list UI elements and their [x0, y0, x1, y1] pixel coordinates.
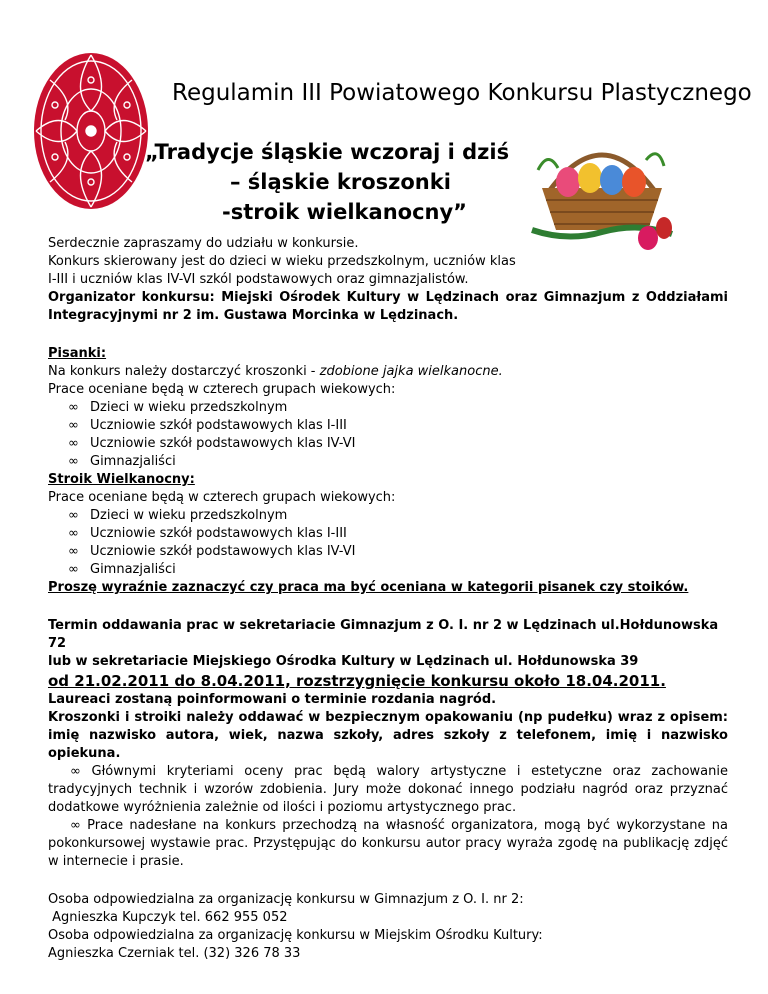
deadline-line1: Termin oddawania prac w sekretariacie Gimnazjum z O. I. nr 2 w Lędzinach ul.Hołdunowska 72	[48, 618, 719, 651]
intro-line2: Konkurs skierowany jest do dzieci w wieku przedszkolnym, uczniów klas	[48, 254, 516, 269]
infinity-bullet-icon: ∞	[68, 562, 79, 577]
contact-line3: Osoba odpowiedzialna za organizację konkursu w Miejskim Ośrodku Kultury:	[48, 928, 543, 943]
laureates-text: Laureaci zostaną poinformowani o terminie rozdania nagród.	[48, 692, 497, 707]
list-item: ∞ Uczniowie szkół podstawowych klas IV-VI	[68, 436, 356, 451]
infinity-bullet-icon: ∞	[70, 818, 81, 833]
list-item: ∞ Uczniowie szkół podstawowych klas IV-VI	[68, 544, 356, 559]
packaging-text: Kroszonki i stroiki należy oddawać w bezpiecznym opakowaniu (np pudełku) wraz z opisem: imię nazwisko autora, wiek, nazwa szkoły, adres szkoły z telefonem, imię i nazwisko opiekuna.	[48, 710, 728, 761]
deadline-line2: lub w sekretariacie Miejskiego Ośrodka Kultury w Lędzinach ul. Hołdunowska 39	[48, 654, 639, 669]
infinity-bullet-icon: ∞	[70, 764, 81, 779]
document-body	[48, 235, 728, 963]
contact-line2: Agnieszka Kupczyk tel. 662 955 052	[48, 910, 288, 925]
pisanki-groups-intro: Prace oceniane będą w czterech grupach wiekowych:	[48, 382, 396, 397]
subtitle-line2: – śląskie kroszonki	[230, 170, 451, 194]
kroszonka-egg-image	[30, 50, 152, 212]
infinity-bullet-icon: ∞	[68, 508, 79, 523]
infinity-bullet-icon: ∞	[68, 436, 79, 451]
infinity-bullet-icon: ∞	[68, 454, 79, 469]
pisanki-groups-list	[48, 399, 728, 471]
ownership-paragraph	[48, 817, 728, 871]
list-item: ∞ Dzieci w wieku przedszkolnym	[68, 508, 288, 523]
contact-line4: Agnieszka Czerniak tel. (32) 326 78 33	[48, 946, 301, 961]
intro-line3: I-III i uczniów klas IV-VI szkól podstawowych oraz gimnazjalistów.	[48, 272, 469, 287]
organizer-text: Organizator konkursu: Miejski Ośrodek Kultury w Lędzinach oraz Gimnazjum z Oddziałami Integracyjnymi nr 2 im. Gustawa Morcinka w Lędzinach.	[48, 290, 728, 323]
criteria-text: Głównymi kryteriami oceny prac będą walory artystyczne i estetyczne oraz zachowanie tradycyjnych technik i wzorów zdobienia. Jury może dokonać innego podziału nagród oraz przyznać dodatkowe wyróżnienia zależnie od ilości i poziomu artystycznego prac.	[48, 764, 728, 815]
deadline-dates: od 21.02.2011 do 8.04.2011, rozstrzygnięcie konkursu około 18.04.2011.	[48, 672, 666, 690]
list-item: ∞ Dzieci w wieku przedszkolnym	[68, 400, 288, 415]
stroik-heading: Stroik Wielkanocny:	[48, 472, 195, 487]
list-item: ∞ Gimnazjaliści	[68, 454, 176, 469]
ownership-text: Prace nadesłane na konkurs przechodzą na własność organizatora, mogą być wykorzystane na pokonkursowej wystawie prac. Przystępując do konkursu autor pracy wyraża zgodę na publikację zdjęć w internecie i prasie.	[48, 818, 728, 869]
list-item: ∞ Gimnazjaliści	[68, 562, 176, 577]
infinity-bullet-icon: ∞	[68, 544, 79, 559]
intro-line1: Serdecznie zapraszamy do udziału w konkursie.	[48, 236, 359, 251]
pisanki-line-prefix: Na konkurs należy dostarczyć kroszonki -	[48, 364, 320, 379]
pisanki-line-italic: zdobione jajka wielkanocne.	[319, 364, 503, 379]
stroik-groups-intro: Prace oceniane będą w czterech grupach wiekowych:	[48, 490, 396, 505]
list-item: ∞ Uczniowie szkół podstawowych klas I-III	[68, 526, 347, 541]
list-item: ∞ Uczniowie szkół podstawowych klas I-III	[68, 418, 347, 433]
criteria-paragraph	[48, 763, 728, 817]
infinity-bullet-icon: ∞	[68, 526, 79, 541]
contact-line1: Osoba odpowiedzialna za organizację konkursu w Gimnazjum z O. I. nr 2:	[48, 892, 524, 907]
pisanki-line	[48, 363, 728, 381]
subtitle-line3: -stroik wielkanocny”	[222, 200, 467, 224]
page-title: Regulamin III Powiatowego Konkursu Plastycznego	[172, 80, 752, 106]
infinity-bullet-icon: ∞	[68, 400, 79, 415]
stroik-groups-list	[48, 507, 728, 579]
subtitle-line1: „Tradycje śląskie wczoraj i dziś	[145, 140, 510, 164]
category-note: Proszę wyraźnie zaznaczyć czy praca ma być oceniana w kategorii pisanek czy stoików.	[48, 580, 689, 595]
infinity-bullet-icon: ∞	[68, 418, 79, 433]
pisanki-heading: Pisanki:	[48, 346, 107, 361]
